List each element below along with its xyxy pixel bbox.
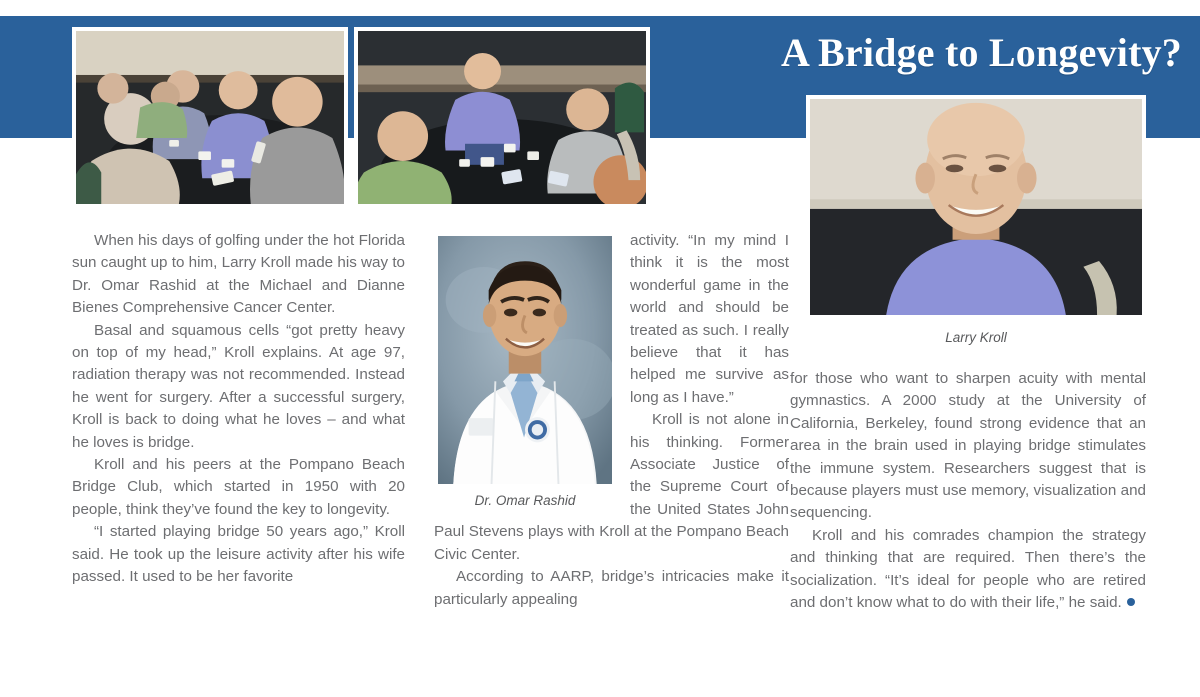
paragraph: Kroll is not alone in his thinking. Former Associate Justice of the Supreme Court of the United States John Paul Stevens plays with Kroll at the Pompano Beach Civic Center.: [434, 411, 789, 563]
photo-larry-kroll: [806, 95, 1146, 319]
paragraph: According to AARP, bridge’s intricacies make it particularly appealing: [434, 568, 789, 608]
article-column-two: [434, 230, 789, 611]
caption-larry-kroll: Larry Kroll: [945, 330, 1007, 345]
paragraph: [790, 525, 1146, 615]
paragraph: activity. “In my mind I think it is the most wonderful game in the world and should be treated as such. I really believe that it has helped me survive as long as I have.”: [630, 232, 789, 406]
bridge-players-right-image: [358, 31, 646, 204]
photo-bridge-players-left: [72, 27, 348, 208]
end-of-article-mark: [1127, 598, 1135, 606]
page-title: A Bridge to Longevity?: [780, 30, 1182, 75]
paragraph: When his days of golfing under the hot Florida sun caught up to him, Larry Kroll made his way to Dr. Omar Rashid at the Michael and Dianne Bienes Comprehensive Cancer Center.: [72, 232, 405, 317]
paragraph-text: Kroll and his comrades champion the strategy and thinking that are required. Then there’s the socialization. “It’s ideal for people who are retired and don’t know what to do with their life,” he said.: [790, 526, 1146, 612]
paragraph: Basal and squamous cells “got pretty heavy on top of my head,” Kroll explains. At age 97, radiation therapy was not recommended. Instead he went for surgery. After a successful surgery, Kroll is back to doing what he loves – and what he loves is bridge.: [72, 321, 405, 451]
larry-kroll-image: [810, 99, 1142, 315]
paragraph: for those who want to sharpen acuity with mental gymnastics. A 2000 study at the University of California, Berkeley, found strong evidence that an area in the brain used in playing bridge stimulates the immune system. Researchers suggest that is because players must use memory, visualization and sequencing.: [790, 370, 1146, 522]
photo-wrap-spacer: [434, 230, 630, 512]
paragraph: “I started playing bridge 50 years ago,” Kroll said. He took up the leisure activity after his wife passed. It used to be her favorite: [72, 523, 405, 586]
bridge-players-left-image: [76, 31, 344, 204]
paragraph: Kroll and his peers at the Pompano Beach Bridge Club, which started in 1950 with 20 people, think they’ve found the key to longevity.: [72, 456, 405, 518]
article-column-one: [72, 230, 405, 589]
article-column-three: [790, 368, 1146, 614]
caption-omar-rashid: Dr. Omar Rashid: [474, 493, 576, 508]
photo-bridge-players-right: [354, 27, 650, 208]
